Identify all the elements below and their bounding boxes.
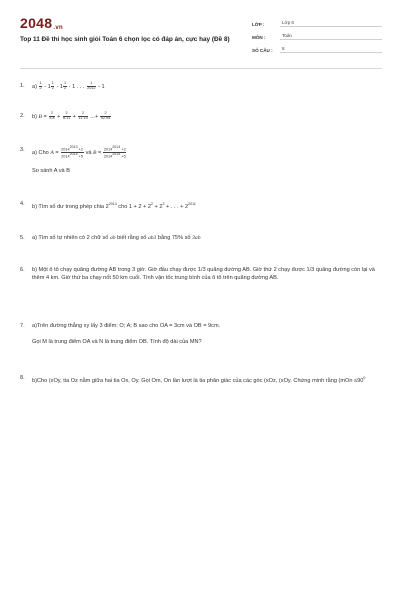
question-body — [32, 322, 376, 346]
meta-block — [252, 15, 382, 54]
question-text-mid: biết rằng số — [117, 235, 147, 241]
question-body: a) $\frac{1}{2}$ - 1 $\frac{1}{2}$ - 1 $\frac{1}{2}$ - 1 . . . $\frac{1}{2012}$ - 1 — [32, 81, 105, 90]
fraction: $\frac{2}{8.11}$ — [63, 111, 71, 120]
fraction: $\frac{2014^{2013} +2}{2014^{2014} +5}$ — [61, 145, 83, 159]
ellipsis-plus: ...+ — [90, 113, 99, 120]
meta-row-class — [252, 15, 382, 27]
meta-label-class: LỚP : — [252, 22, 265, 27]
connector-and: và — [85, 150, 92, 157]
meta-label-count: SỐ CÂU : — [252, 48, 273, 53]
meta-row-count — [252, 41, 382, 53]
question-text: b) Tìm số dư trong phép chia — [32, 203, 105, 210]
question-number: 5. — [20, 235, 25, 241]
question-body: b) B = $\frac{2}{5.8}$ + $\frac{2}{8.11}$ + $\frac{2}{11.14}$ ...+ $\frac{2}{92.95}$ — [32, 111, 111, 120]
exponent: 2011 — [188, 202, 196, 206]
question-text: b)Cho (xOy, tia Oz nằm giữa hai tia Ox, Oy. Gọi Om, On lần lượt là tia phân giác của các góc (xOz, (xOy. Chứng minh rằng (mOn ≤90 — [32, 377, 364, 384]
meta-label-subject: MÔN : — [252, 35, 266, 40]
header-divider — [20, 68, 382, 69]
question-prefix: a) — [32, 83, 37, 90]
question-prefix: a) Cho — [32, 150, 49, 157]
fraction: $\frac{1}{2}$ — [63, 81, 67, 90]
question-text: a)Trên đường thẳng xy lấy 3 điểm: O; A; B sao cho OA = 3cm và OB = 9cm. — [32, 323, 221, 329]
question-number: 3. — [20, 147, 25, 153]
worksheet-header — [20, 12, 382, 64]
meta-value-subject: Toán — [280, 33, 382, 40]
meta-row-subject — [252, 28, 382, 40]
variable-ab: ab — [109, 235, 116, 241]
question-number: 2. — [20, 113, 25, 119]
question-number: 1. — [20, 83, 25, 89]
fraction: $\frac{1}{2}$ — [51, 81, 54, 90]
logo-suffix: .vn — [53, 25, 63, 31]
site-logo[interactable] — [20, 15, 63, 31]
connector-for: cho — [118, 203, 128, 210]
logo-main: 2048 — [20, 15, 53, 31]
question-subtext: So sánh A và B — [32, 168, 70, 175]
question-body — [32, 234, 376, 242]
question-body: b) Một ô tô chạy quãng đường AB trong 3 giờ. Giờ đầu chạy được 1/3 quãng đường AB. Giờ thứ 2 chạy được 1/3 quãng đường còn lại và thêm 4 km. Giờ thứ ba chạy nốt 50 km cuối. Tính vận tốc trung bình của ô tô trên quãng đường AB. — [32, 267, 375, 281]
fraction: $\frac{2}{5.8}$ — [49, 111, 55, 120]
fraction: $\frac{2014^{2014} +2}{2014^{2015} +5}$ — [103, 145, 126, 159]
question-number: 7. — [20, 323, 25, 329]
variable-ab3: ab3 — [147, 235, 157, 241]
question-body: b) Tìm số dư trong phép chia $2^{2014}$ cho $1 + 2 + 2^2 + 2^3$ + . . . + $2^{2011}$ — [32, 202, 196, 210]
variable-3ab: 3ab — [192, 235, 201, 241]
question-number: 6. — [20, 267, 25, 273]
question-text-end: bằng 75% số — [157, 235, 191, 241]
fraction: $\frac{1}{2012}$ — [87, 81, 96, 90]
fraction: $\frac{2}{92.95}$ — [100, 111, 111, 120]
question-text: a) Tìm số tự nhiên có 2 chữ số — [32, 235, 109, 241]
degree-mark: 0 — [363, 376, 366, 380]
question-body — [32, 374, 376, 385]
question-number: 8. — [20, 375, 25, 381]
fraction: $\frac{1}{2}$ — [39, 81, 42, 90]
exponent: 2014 — [108, 202, 117, 206]
question-subtext: Gọi M là trung điểm OA và N là trung điểm OB. Tính độ dài của MN? — [32, 339, 202, 345]
meta-value-count: 8 — [280, 46, 382, 53]
worksheet-title: Top 11 Đề thi học sinh giỏi Toán 6 chọn lọc có đáp án, cực hay (Đề 8) — [20, 36, 230, 43]
fraction: $\frac{2}{11.14}$ — [78, 111, 88, 120]
meta-value-class: Lớp 6 — [280, 20, 382, 27]
question-prefix: b) — [32, 113, 37, 120]
fraction-ending: 2012 — [87, 85, 96, 90]
variable-b: B — [38, 113, 42, 120]
question-body: a) Cho A = $\frac{2014^{2013} +2}{2014^{2014} +5}$ và B = $\frac{2014^{2014} +2}{2014^{2015} +5}$ So sánh A và B — [32, 146, 376, 175]
question-number: 4. — [20, 201, 25, 207]
